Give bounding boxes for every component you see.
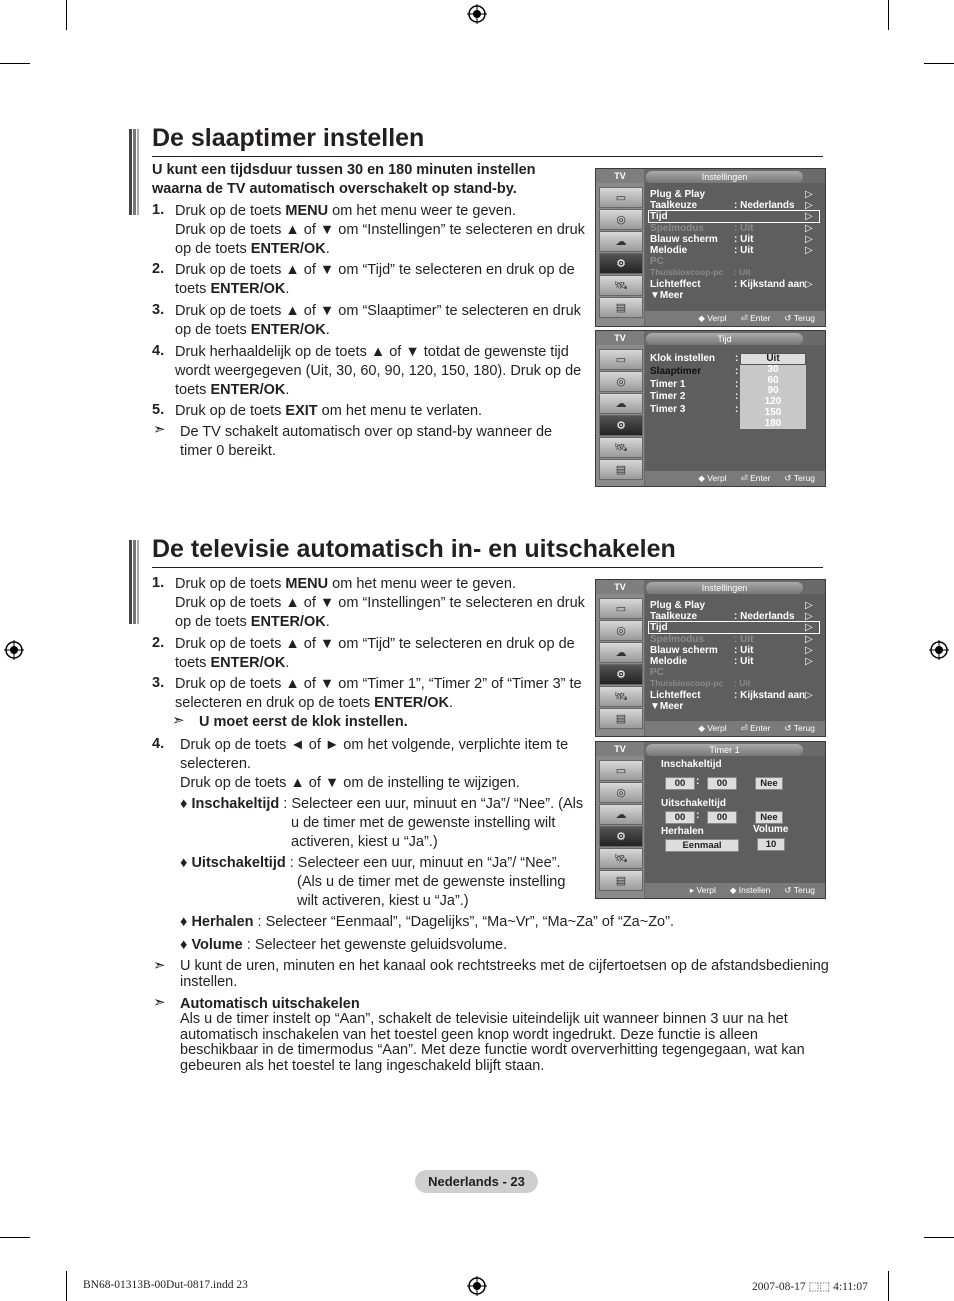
menu-row: [650, 656, 754, 667]
dropdown-option: 60: [740, 376, 806, 387]
step-number: 5.: [152, 402, 165, 418]
note-title: Automatisch uitschakelen: [180, 996, 360, 1012]
menu-row-value: : Uit: [734, 633, 754, 645]
print-date: 2007-08-17 ⬚⬚ 4:11:07: [752, 1281, 868, 1293]
note-line: instellen.: [180, 974, 238, 990]
note-text: [180, 958, 829, 990]
registration-mark-icon: [929, 640, 949, 660]
menu-body: [645, 594, 825, 721]
tv-menu-tijd: [595, 330, 826, 487]
menu-row-value: : Uit: [734, 245, 754, 256]
menu-title: Tijd: [646, 333, 803, 345]
file-name: BN68-01313B-00Dut-0817.indd 23: [83, 1279, 248, 1291]
menu-category-icon: ⚙: [599, 826, 643, 847]
note-line: U kunt de uren, minuten en het kanaal ook rechtstreeks met de cijfertoetsen op de afstandsbediening: [180, 958, 829, 974]
menu-row: [650, 278, 806, 290]
note-arrow-icon: ➣: [172, 712, 185, 729]
menu-row: [650, 222, 754, 234]
step-line: op de toets ENTER/OK.: [175, 322, 330, 338]
footer-hint: ◆ Instellen: [729, 885, 771, 895]
menu-row: [650, 633, 754, 645]
crop-mark: [66, 0, 67, 30]
note-text: [180, 1012, 805, 1074]
dropdown-option: Uit: [740, 353, 806, 365]
menu-category-icon: ◎: [599, 209, 643, 230]
menu-sidebar: [596, 183, 644, 326]
footer-hint: ◆ Verpl: [698, 473, 727, 483]
crop-mark: [888, 0, 889, 30]
step-text: [175, 302, 581, 340]
menu-row-label: PC: [650, 256, 664, 268]
registration-mark-icon: [4, 640, 24, 660]
menu-row: [650, 689, 806, 701]
title-rule: [152, 156, 823, 157]
step-line: Druk op de toets ▲ of ▼ om “Instellingen” te selecteren en druk: [175, 595, 585, 611]
footer-hint: ↺ Terug: [784, 473, 815, 483]
menu-row-colon: :: [735, 404, 739, 416]
menu-row: Slaaptimer: [650, 365, 702, 377]
step-line: Druk op de toets ▲ of ▼ om “Slaaptimer” te selecteren en druk: [175, 303, 581, 319]
menu-sidebar: [596, 345, 644, 486]
menu-row: [650, 600, 705, 611]
dropdown-option: 150: [740, 408, 806, 419]
bullet-line: (Als u de timer met de gewenste instelling: [297, 874, 566, 890]
menu-row-label: PC: [650, 667, 664, 679]
menu-row-highlight: [648, 621, 820, 634]
note-line: gebeuren als het toestel te lang ingeschakeld blijft staan.: [180, 1057, 545, 1074]
menu-category-icon: ▤: [599, 870, 643, 891]
step-line: toets ENTER/OK.: [175, 281, 290, 297]
menu-body: [645, 183, 825, 311]
crop-mark: [0, 1237, 30, 1238]
volume-field: 10: [757, 838, 785, 851]
tv-label: TV: [596, 169, 644, 183]
section1-intro: U kunt een tijdsduur tussen 30 en 180 minuten instellen waarna de TV automatisch overschakelt op stand-by.: [152, 162, 536, 197]
menu-footer: [645, 721, 825, 736]
dropdown-option: 120: [740, 397, 806, 408]
chevron-right-icon: ▷: [805, 622, 813, 634]
menu-category-icon: ☁: [599, 642, 643, 663]
tv-menu-instellingen: [595, 168, 826, 327]
chevron-right-icon: ▷: [805, 200, 813, 212]
step-line: op de toets ENTER/OK.: [175, 241, 330, 257]
step-line: Druk op de toets MENU om het menu weer te geven.: [175, 203, 516, 219]
tv-menu-timer1: [595, 741, 826, 899]
menu-row-label: Blauw scherm: [650, 644, 718, 656]
crop-mark: [0, 63, 30, 64]
menu-title: Timer 1: [646, 744, 803, 756]
menu-category-icon: ⚙: [599, 664, 643, 685]
step3-note: U moet eerst de klok instellen.: [199, 714, 408, 730]
title-rule: [152, 567, 823, 568]
footer-hint: ↺ Terug: [784, 723, 815, 733]
step-text: [175, 343, 581, 400]
minute-field: 00: [707, 811, 737, 824]
note-line: beschikbaar in de timermodus “Aan”. Met deze functie wordt oververhitting tegengegaan, wat kan: [180, 1042, 805, 1058]
bullet-line: u de timer met de gewenste instelling wilt: [291, 815, 556, 831]
menu-row-label: Taalkeuze: [650, 611, 698, 623]
page-number-badge: Nederlands - 23: [415, 1170, 538, 1193]
menu-row-label: Lichteffect: [650, 278, 701, 290]
footer-hint: ⏎ Enter: [740, 723, 771, 733]
note-arrow-icon: ➣: [153, 957, 166, 974]
chevron-right-icon: ▷: [805, 633, 813, 645]
menu-category-icon: ▤: [599, 297, 643, 318]
step-line: Druk op de toets ◄ of ► om het volgende, verplichte item te: [180, 737, 569, 753]
menu-row-label: Spelmodus: [650, 633, 704, 645]
step-text: [175, 635, 575, 673]
bullet-item: ♦ Herhalen : Selecteer “Eenmaal”, “Dagelijks”, “Ma~Vr”, “Ma~Za” of “Za~Zo”.: [180, 914, 674, 930]
menu-row-value: : Nederlands: [734, 200, 795, 212]
menu-category-icon: ▤: [599, 459, 643, 480]
menu-label: Uitschakeltijd: [661, 798, 727, 809]
step-number: 3.: [152, 675, 165, 691]
menu-row-value: : Uit: [734, 656, 754, 667]
menu-row-label: Taalkeuze: [650, 200, 698, 212]
menu-row-value: : Uit: [734, 222, 754, 234]
chevron-right-icon: ▷: [805, 656, 813, 667]
step-number: 1.: [152, 202, 165, 218]
chevron-right-icon: ▷: [805, 689, 813, 701]
footer-hint: ⏎ Enter: [740, 313, 771, 323]
menu-category-icon: ◎: [599, 620, 643, 641]
note-text: [180, 423, 552, 461]
menu-category-icon: 🛰: [599, 686, 643, 707]
menu-row-label: Melodie: [650, 245, 688, 256]
menu-category-icon: ▤: [599, 708, 643, 729]
menu-category-icon: 🛰: [599, 275, 643, 296]
slaaptimer-dropdown: [740, 353, 806, 429]
crop-mark: [888, 1271, 889, 1301]
menu-title: Instellingen: [646, 582, 803, 594]
chevron-right-icon: ▷: [805, 245, 813, 256]
menu-body: [645, 345, 825, 471]
menu-label: Herhalen: [661, 826, 704, 837]
menu-row: [650, 245, 754, 256]
step-number: 1.: [152, 575, 165, 591]
note-arrow-icon: ➣: [153, 994, 166, 1011]
menu-title: Instellingen: [646, 171, 803, 183]
bullet-line: wilt activeren, kiest u “Ja”.): [297, 893, 469, 909]
menu-row: [650, 701, 683, 712]
menu-row: [650, 644, 754, 656]
menu-category-icon: ◎: [599, 371, 643, 392]
dropdown-option: 180: [740, 419, 806, 430]
step-line: wordt weergegeven (Uit, 30, 60, 90, 120, 150, 180). Druk op de: [175, 363, 582, 379]
step-number: 3.: [152, 302, 165, 318]
menu-category-icon: ▭: [599, 598, 643, 619]
menu-sidebar: [596, 756, 644, 898]
crop-mark: [924, 63, 954, 64]
crop-mark: [66, 1271, 67, 1301]
section1-title: De slaaptimer instellen: [152, 124, 425, 152]
dropdown-option: 90: [740, 386, 806, 397]
step-text: [180, 736, 568, 793]
footer-hint: ▸ Verpl: [689, 885, 716, 895]
registration-mark-icon: [467, 4, 487, 24]
bullet-item: [180, 795, 583, 852]
step-line: selecteren.: [180, 756, 251, 772]
menu-label: Inschakeltijd: [661, 759, 722, 770]
menu-category-icon: 🛰: [599, 848, 643, 869]
menu-category-icon: ◎: [599, 782, 643, 803]
menu-row-colon: :: [735, 353, 739, 364]
menu-row-label: Plug & Play: [650, 189, 706, 200]
step-line: toets ENTER/OK.: [175, 382, 290, 398]
dropdown-option: 30: [740, 365, 806, 376]
menu-row-value: : Kijkstand aan: [734, 689, 806, 701]
footer-hint: ◆ Verpl: [698, 723, 727, 733]
step-text: [175, 202, 585, 259]
step-text: [175, 261, 575, 299]
menu-category-icon: ▭: [599, 349, 643, 370]
menu-row: [650, 233, 754, 245]
chevron-right-icon: ▷: [805, 611, 813, 623]
menu-row: Timer 3: [650, 404, 686, 416]
menu-label: Volume: [753, 824, 789, 835]
menu-row-value: : Kijkstand aan: [734, 278, 806, 290]
step-line: Druk op de toets ▲ of ▼ om “Timer 1”, “Timer 2” of “Timer 3” te: [175, 676, 582, 692]
note-line: timer 0 bereikt.: [180, 443, 276, 459]
menu-row: Timer 2: [650, 391, 686, 403]
menu-body: [645, 756, 825, 883]
menu-row: [650, 267, 751, 278]
section-bar: [129, 129, 142, 215]
menu-colon: :: [696, 810, 700, 821]
step-line: Druk op de toets MENU om het menu weer te geven.: [175, 576, 516, 592]
menu-colon: :: [696, 776, 700, 787]
menu-category-icon: ☁: [599, 393, 643, 414]
chevron-right-icon: ▷: [805, 233, 813, 245]
menu-row: [650, 256, 664, 267]
menu-row-value: : Uit: [734, 678, 751, 689]
chevron-right-icon: ▷: [805, 211, 813, 223]
menu-row-label: ▼Meer: [650, 289, 684, 301]
step-number: 2.: [152, 635, 165, 651]
bullet-line: ♦ Inschakeltijd : Selecteer een uur, minuut en “Ja”/ “Nee”. (Als: [180, 796, 584, 812]
menu-row-label: Melodie: [650, 656, 688, 667]
bullet-line: ♦ Uitschakeltijd : Selecteer een uur, minuut en “Ja”/ “Nee”.: [180, 855, 561, 871]
footer-hint: ⏎ Enter: [740, 473, 771, 483]
menu-row-label: Lichteffect: [650, 689, 701, 701]
hour-field: 00: [665, 811, 695, 824]
menu-row-label: Tijd: [650, 622, 668, 634]
step-number: 2.: [152, 261, 165, 277]
menu-row-label: Thuisbioscoop-pc: [650, 267, 724, 278]
menu-row-label: Spelmodus: [650, 222, 704, 234]
tv-label: TV: [596, 331, 644, 345]
crop-mark: [924, 1237, 954, 1238]
on-flag: Nee: [755, 777, 783, 790]
note-line: Als u de timer instelt op “Aan”, schakelt de televisie uiteindelijk uit wanneer binnen 3 uur na het: [180, 1011, 788, 1027]
menu-footer: [645, 883, 825, 898]
step-text: [175, 675, 582, 713]
off-flag: Nee: [755, 811, 783, 824]
step-line: selecteren en druk op de toets ENTER/OK.: [175, 695, 454, 711]
step-line: Druk op de toets ▲ of ▼ om “Tijd” te selecteren en druk op de: [175, 636, 575, 652]
menu-category-icon: ⚙: [599, 415, 643, 436]
chevron-right-icon: ▷: [805, 278, 813, 290]
chevron-right-icon: ▷: [805, 189, 813, 200]
step-text: [175, 402, 482, 421]
menu-category-icon: ▭: [599, 760, 643, 781]
menu-sidebar: [596, 594, 644, 736]
chevron-right-icon: ▷: [805, 222, 813, 234]
menu-category-icon: ▭: [599, 187, 643, 208]
minute-field: 00: [707, 777, 737, 790]
menu-row-colon: :: [735, 391, 739, 403]
tv-label: TV: [596, 742, 644, 756]
menu-row-label: Plug & Play: [650, 600, 706, 611]
bullet-item: [180, 854, 565, 911]
note-line: De TV schakelt automatisch over op stand-by wanneer de: [180, 424, 553, 440]
footer-hint: ↺ Terug: [784, 885, 815, 895]
note-line: automatisch inschakelen van het toestel geen knop wordt ingedrukt. Deze functie is alleen: [180, 1026, 758, 1043]
menu-row-value: : Uit: [734, 233, 754, 245]
menu-row: [650, 678, 751, 689]
menu-row-label: ▼Meer: [650, 700, 684, 712]
menu-category-icon: ☁: [599, 231, 643, 252]
chevron-right-icon: ▷: [805, 644, 813, 656]
step-text: [175, 575, 585, 632]
menu-row-value: : Nederlands: [734, 611, 795, 623]
repeat-field: Eenmaal: [665, 839, 739, 852]
menu-row-colon: :: [735, 378, 739, 390]
step-line: Druk op de toets ▲ of ▼ om “Instellingen” te selecteren en druk: [175, 222, 585, 238]
menu-footer: [645, 311, 825, 326]
menu-category-icon: ⚙: [599, 253, 643, 274]
menu-row: Timer 1: [650, 378, 686, 390]
step-line: toets ENTER/OK.: [175, 655, 290, 671]
step-number: 4.: [152, 343, 165, 359]
step-line: op de toets ENTER/OK.: [175, 614, 330, 630]
footer-hint: ↺ Terug: [784, 313, 815, 323]
tv-menu-instellingen: [595, 579, 826, 737]
menu-row-highlight: [648, 210, 820, 223]
menu-row: [650, 290, 683, 301]
section2-title: De televisie automatisch in- en uitschakelen: [152, 535, 676, 563]
menu-row-value: : Uit: [734, 267, 751, 278]
section-bar: [129, 540, 142, 624]
chevron-right-icon: ▷: [805, 600, 813, 611]
registration-mark-icon: [467, 1276, 487, 1296]
menu-row-value: : Uit: [734, 644, 754, 656]
menu-row-label: Tijd: [650, 211, 668, 223]
menu-row-label: Blauw scherm: [650, 233, 718, 245]
step-number: 4.: [152, 736, 165, 752]
step-line: Druk op de toets ▲ of ▼ om “Tijd” te selecteren en druk op de: [175, 262, 575, 278]
menu-row: [650, 189, 705, 200]
bullet-item: ♦ Volume : Selecteer het gewenste geluidsvolume.: [180, 937, 508, 953]
hour-field: 00: [665, 777, 695, 790]
menu-footer: [645, 471, 825, 486]
step-line: Druk herhaaldelijk op de toets ▲ of ▼ totdat de gewenste tijd: [175, 344, 569, 360]
menu-row-label: Thuisbioscoop-pc: [650, 678, 724, 689]
footer-hint: ◆ Verpl: [698, 313, 727, 323]
menu-category-icon: ☁: [599, 804, 643, 825]
menu-row: [650, 667, 664, 678]
note-arrow-icon: ➣: [153, 421, 166, 438]
tv-label: TV: [596, 580, 644, 594]
step-line: Druk op de toets ▲ of ▼ om de instelling te wijzigen.: [180, 775, 520, 791]
menu-row: Klok instellen: [650, 353, 716, 364]
step-line: Druk op de toets EXIT om het menu te verlaten.: [175, 403, 483, 419]
menu-row-colon: :: [735, 365, 739, 377]
menu-category-icon: 🛰: [599, 437, 643, 458]
bullet-line: activeren, kiest u “Ja”.): [291, 834, 438, 850]
